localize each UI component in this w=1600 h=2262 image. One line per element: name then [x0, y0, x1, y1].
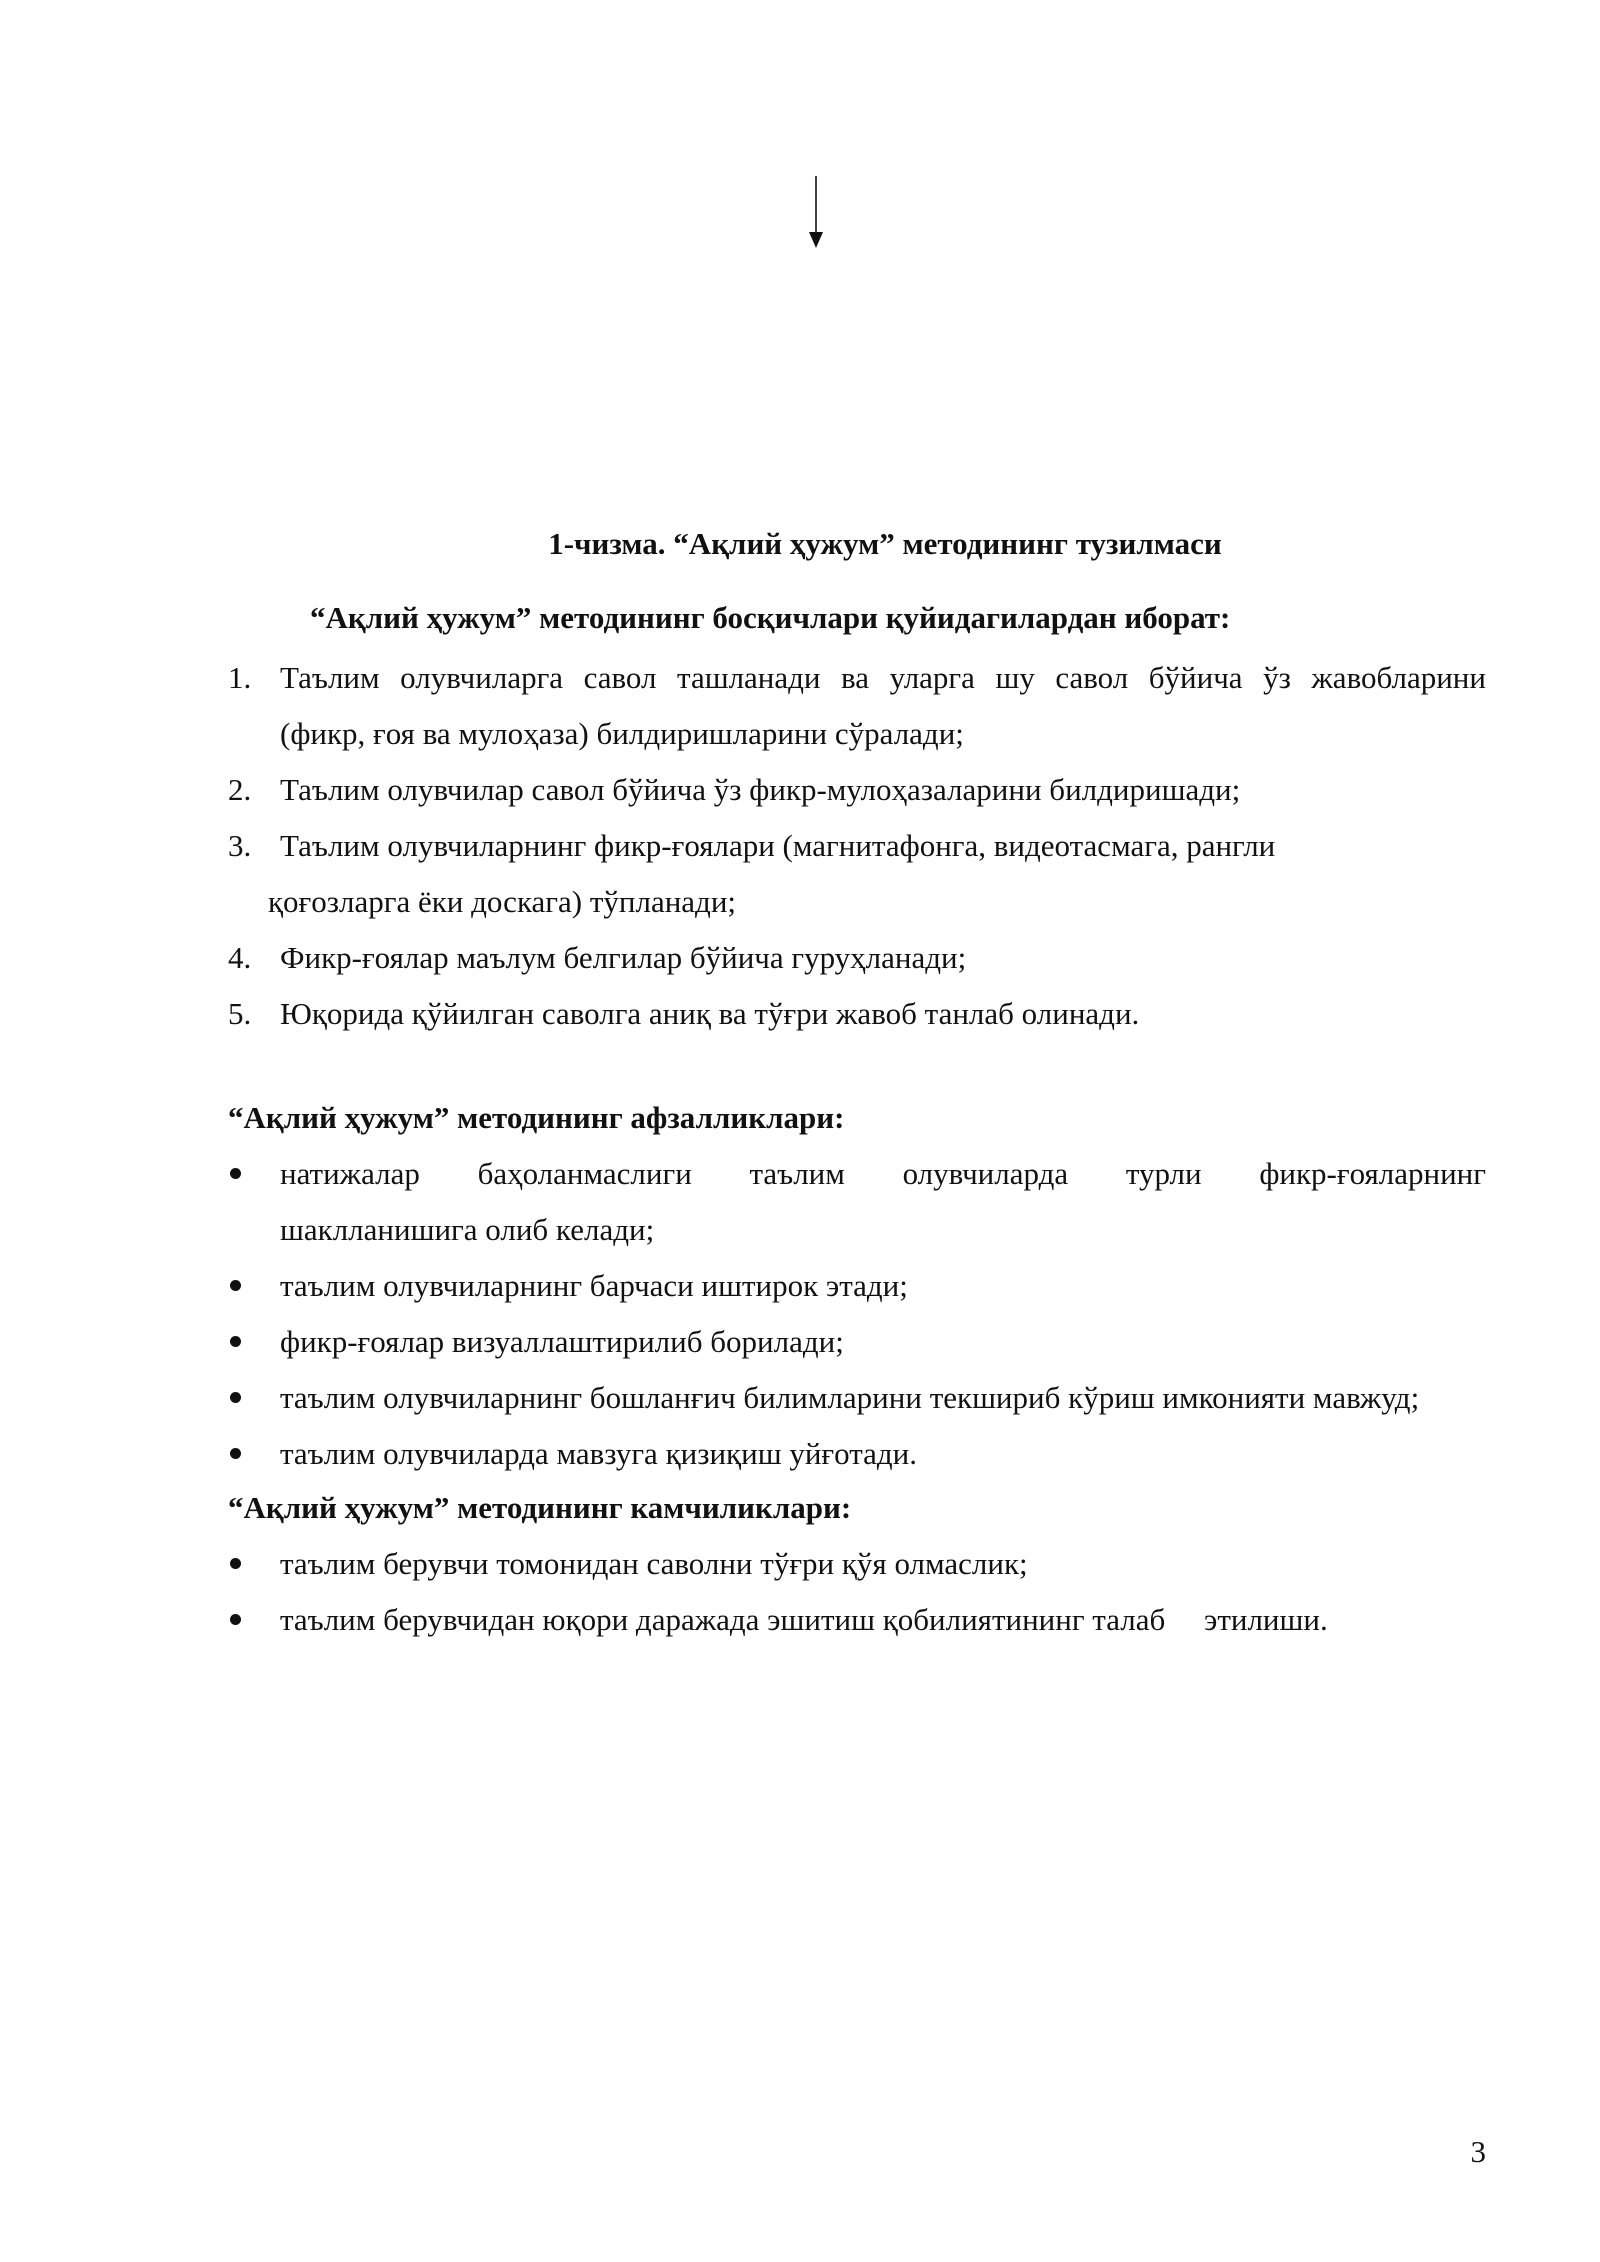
- advantage-text: фикр-ғоялар визуаллаштирилиб борилади;: [280, 1324, 844, 1359]
- bullet-icon: [230, 1448, 241, 1459]
- list-number: 3.: [228, 828, 252, 863]
- list-item: [228, 986, 1486, 1042]
- word: таълим: [749, 1156, 845, 1191]
- advantages-list: [228, 1146, 1486, 1482]
- list-number: 5.: [228, 996, 252, 1031]
- list-item: [228, 762, 1486, 818]
- list-item: [228, 1426, 1486, 1482]
- bullet-icon: [230, 1280, 241, 1291]
- list-number: 2.: [228, 772, 252, 807]
- list-number: 4.: [228, 940, 252, 975]
- bullet-icon: [230, 1614, 241, 1625]
- step-text: Фикр-ғоялар маълум белгилар бўйича гуруҳланади;: [280, 940, 967, 975]
- word: фикр-ғояларнинг: [1259, 1156, 1486, 1191]
- page-number: 3: [1470, 2134, 1486, 2169]
- advantage-text-continued: шаклланишига олиб келади;: [280, 1212, 655, 1247]
- disadvantages-heading: “Ақлий ҳужум” методининг камчиликлари:: [228, 1490, 852, 1525]
- step-text-continued: (фикр, ғоя ва мулоҳаза) билдиришларини сўралади;: [280, 716, 964, 751]
- list-item: [228, 1370, 1486, 1426]
- bullet-icon: [230, 1336, 241, 1347]
- step-text: Таълим олувчилар савол бўйича ўз фикр-мулоҳазаларини билдиришади;: [280, 772, 1241, 807]
- list-item: [228, 818, 1486, 930]
- step-text: Юқорида қўйилган саволга аниқ ва тўғри жавоб танлаб олинади.: [280, 996, 1140, 1031]
- list-item: [228, 650, 1486, 762]
- list-item: [228, 1536, 1486, 1592]
- list-item: [228, 1592, 1486, 1648]
- disadvantages-list: [228, 1536, 1486, 1648]
- word: турли: [1125, 1156, 1202, 1191]
- step-text-continued: қоғозларга ёки доскага) тўпланади;: [268, 884, 737, 919]
- bullet-icon: [230, 1392, 241, 1403]
- advantages-heading: “Ақлий ҳужум” методининг афзалликлари:: [228, 1100, 845, 1135]
- advantage-text: [280, 1146, 1486, 1202]
- disadvantage-text: таълим берувчидан юқори даражада эшитиш қобилиятининг талаб этилиши.: [280, 1602, 1328, 1637]
- list-item: [228, 1258, 1486, 1314]
- arrow-down-icon: [806, 176, 826, 250]
- list-item: [228, 1314, 1486, 1370]
- list-item: [228, 930, 1486, 986]
- word: баҳоланмаслиги: [477, 1156, 692, 1191]
- disadvantage-text: таълим берувчи томонидан саволни тўғри қўя олмаслик;: [280, 1546, 1028, 1581]
- advantage-text: таълим олувчиларда мавзуга қизиқиш уйғотади.: [280, 1436, 918, 1471]
- advantage-text: таълим олувчиларнинг бошланғич билимларини текшириб кўриш имконияти мавжуд;: [280, 1380, 1420, 1415]
- figure-caption: 1-чизма. “Ақлий ҳужум” методининг тузилмаси: [548, 526, 1222, 561]
- list-item: [228, 1146, 1486, 1258]
- step-text: Таълим олувчиларнинг фикр-ғоялари (магнитафонга, видеотасмага, рангли: [280, 828, 1276, 863]
- list-number: 1.: [228, 660, 252, 695]
- bullet-icon: [230, 1168, 241, 1179]
- step-text: Таълим олувчиларга савол ташланади ва уларга шу савол бўйича ўз жавобларини: [280, 660, 1486, 695]
- steps-intro: “Ақлий ҳужум” методининг босқичлари қуйидагилардан иборат:: [310, 600, 1231, 635]
- word: натижалар: [280, 1156, 420, 1191]
- advantage-text: таълим олувчиларнинг барчаси иштирок этади;: [280, 1268, 908, 1303]
- steps-list: [228, 650, 1486, 1042]
- word: олувчиларда: [902, 1156, 1069, 1191]
- bullet-icon: [230, 1558, 241, 1569]
